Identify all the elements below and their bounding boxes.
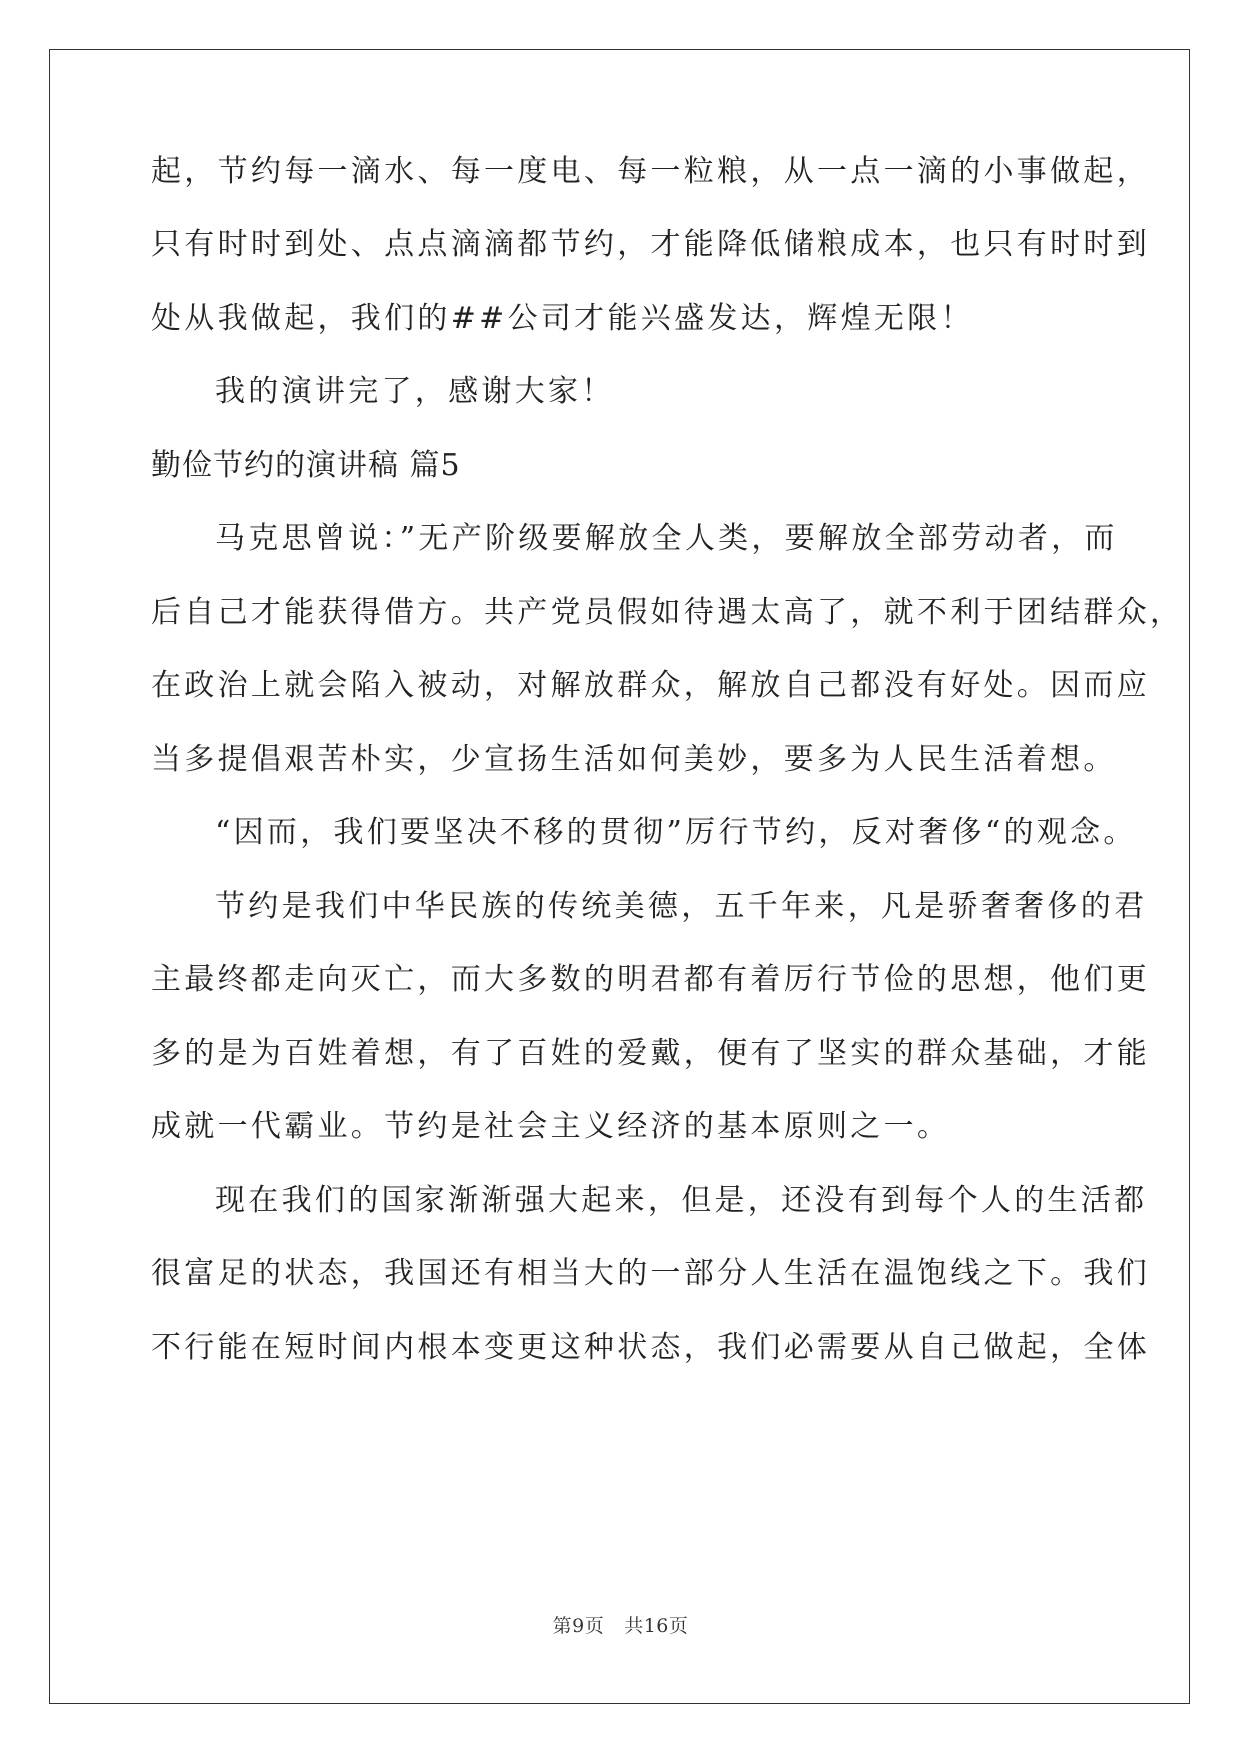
body-text-line: 在政治上就会陷入被动，对解放群众，解放自己都没有好处。因而应 — [151, 668, 1150, 703]
body-text-line: “因而，我们要坚决不移的贯彻”厉行节约，反对奢侈“的观念。 — [215, 815, 1137, 850]
section-heading: 勤俭节约的演讲稿 篇5 — [151, 448, 461, 483]
body-text-line: 主最终都走向灭亡，而大多数的明君都有着厉行节俭的思想，他们更 — [151, 962, 1150, 997]
page-number: 第9页 — [552, 1615, 605, 1637]
body-text-line: 后自己才能获得借方。共产党员假如待遇太高了，就不利于团结群众， — [151, 595, 1184, 630]
body-text-line: 马克思曾说：”无产阶级要解放全人类，要解放全部劳动者，而 — [215, 521, 1118, 556]
page-border — [49, 49, 1190, 1704]
body-text-line: 现在我们的国家渐渐强大起来，但是，还没有到每个人的生活都 — [215, 1183, 1148, 1218]
body-text-line: 成就一代霸业。节约是社会主义经济的基本原则之一。 — [151, 1109, 951, 1144]
page-footer — [0, 1614, 1241, 1638]
body-text-line: 不行能在短时间内根本变更这种状态，我们必需要从自己做起，全体 — [151, 1330, 1150, 1365]
body-text-line: 处从我做起，我们的##公司才能兴盛发达，辉煌无限！ — [151, 301, 974, 336]
body-text-line: 很富足的状态，我国还有相当大的一部分人生活在温饱线之下。我们 — [151, 1256, 1150, 1291]
body-text-line: 起，节约每一滴水、每一度电、每一粒粮，从一点一滴的小事做起， — [151, 154, 1150, 189]
total-pages: 共16页 — [624, 1615, 689, 1637]
body-text-line: 多的是为百姓着想，有了百姓的爱戴，便有了坚实的群众基础，才能 — [151, 1036, 1150, 1071]
body-text-line: 当多提倡艰苦朴实，少宣扬生活如何美妙，要多为人民生活着想。 — [151, 742, 1117, 777]
body-text-line: 我的演讲完了，感谢大家！ — [215, 374, 615, 409]
body-text-line: 只有时时到处、点点滴滴都节约，才能降低储粮成本，也只有时时到 — [151, 227, 1150, 262]
body-text-line: 节约是我们中华民族的传统美德，五千年来，凡是骄奢奢侈的君 — [215, 889, 1148, 924]
